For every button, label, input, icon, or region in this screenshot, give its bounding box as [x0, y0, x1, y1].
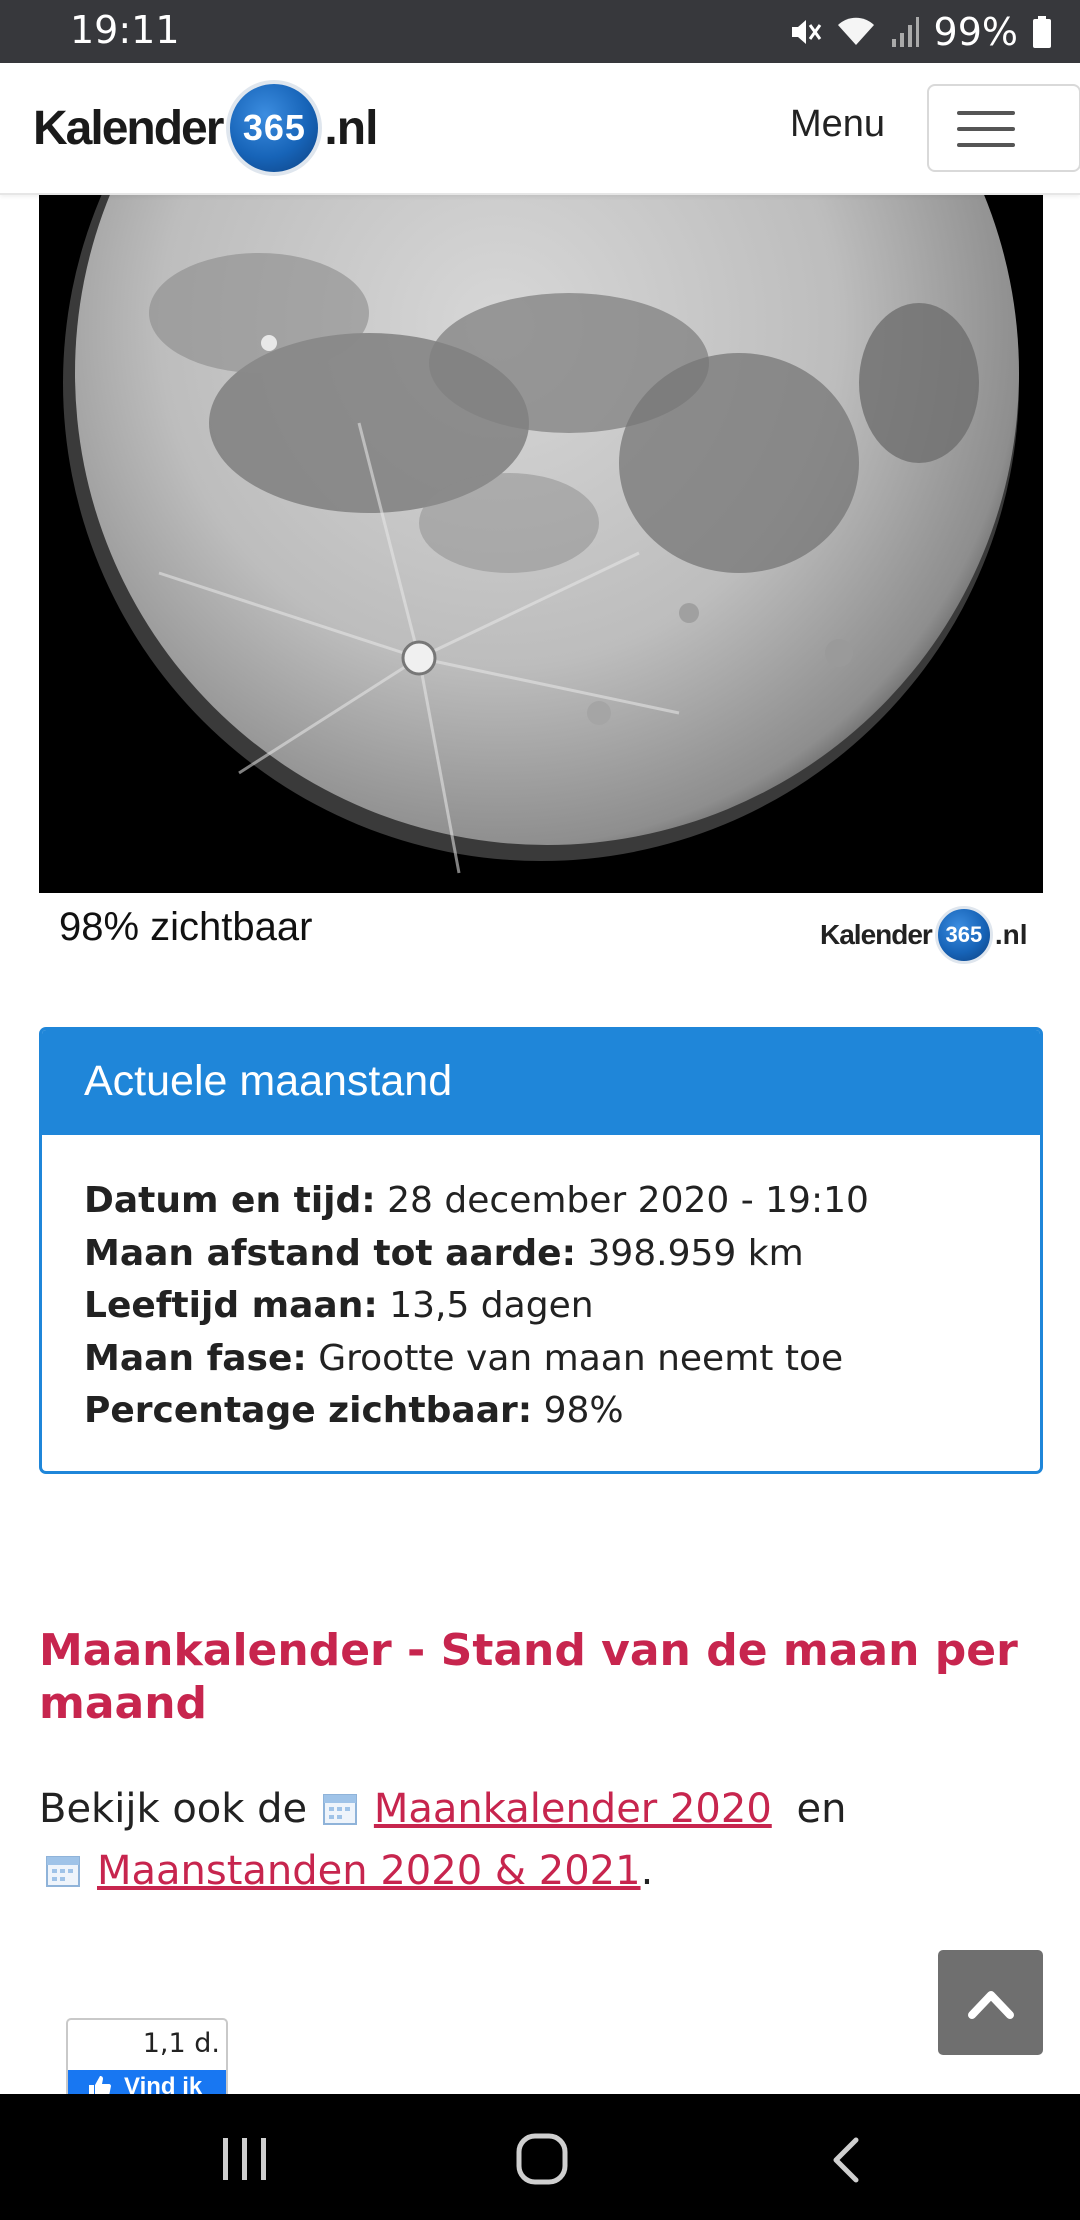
recent-apps-icon[interactable] [215, 2136, 275, 2182]
scroll-to-top-button[interactable] [938, 1950, 1043, 2055]
panel-row [84, 1385, 1040, 1438]
row-label: Datum en tijd: [84, 1180, 376, 1221]
facebook-like-widget[interactable] [66, 2018, 228, 2094]
watermark-text: Kalender [820, 919, 932, 950]
row-value: 398.959 km [587, 1232, 804, 1274]
wifi-icon [836, 15, 876, 49]
logo-text: Kalender [33, 101, 223, 155]
system-navigation-bar [0, 2094, 1080, 2220]
row-label: Percentage zichtbaar: [84, 1390, 533, 1431]
panel-body [42, 1135, 1040, 1438]
moon-image [39, 193, 1043, 893]
row-label: Leeftijd maan: [84, 1285, 378, 1326]
related-links [39, 1780, 1049, 1904]
back-icon[interactable] [826, 2136, 866, 2184]
menu-label[interactable]: Menu [790, 103, 886, 145]
chevron-up-icon [966, 1985, 1016, 2021]
section-title: Maankalender - Stand van de maan per maand [39, 1625, 1018, 1729]
status-bar [0, 0, 1080, 63]
intro-text: Bekijk ook de [39, 1786, 308, 1832]
hamburger-icon-bar [957, 127, 1015, 131]
row-label: Maan afstand tot aarde: [84, 1232, 576, 1274]
thumbs-up-icon [86, 2074, 112, 2094]
image-watermark-logo [820, 905, 1028, 965]
status-icons [788, 8, 1052, 56]
calendar-icon [45, 1846, 81, 1904]
site-logo[interactable] [33, 80, 377, 176]
watermark-domain: .nl [994, 919, 1028, 950]
watermark-badge: 365 [935, 906, 993, 964]
battery-icon [1032, 15, 1052, 49]
logo-badge: 365 [226, 80, 322, 176]
menu-button[interactable] [927, 84, 1080, 172]
panel-title: Actuele maanstand [42, 1030, 1040, 1135]
hamburger-icon-bar [957, 143, 1015, 147]
panel-row [84, 1175, 1040, 1228]
mute-icon [788, 15, 822, 49]
current-moon-panel [39, 1027, 1043, 1474]
period-text: . [640, 1848, 654, 1894]
like-button-label: Vind ik [124, 2073, 203, 2094]
home-icon[interactable] [515, 2132, 569, 2186]
link-maanstanden-2020-2021[interactable]: Maanstanden 2020 & 2021 [97, 1848, 641, 1894]
like-count: 1,1 d. [142, 2028, 220, 2059]
status-time: 19:11 [70, 8, 180, 52]
panel-row [84, 1228, 1040, 1281]
row-value: 28 december 2020 - 19:10 [387, 1180, 869, 1221]
logo-domain: .nl [324, 101, 378, 155]
row-value: 98% [543, 1390, 624, 1431]
row-label: Maan fase: [84, 1337, 307, 1379]
row-value: 13,5 dagen [389, 1285, 594, 1326]
link-maankalender-2020[interactable]: Maankalender 2020 [373, 1786, 772, 1832]
panel-row [84, 1333, 1040, 1386]
like-button[interactable] [68, 2070, 228, 2094]
battery-percent: 99% [933, 10, 1018, 54]
signal-icon [890, 15, 920, 49]
connector-text: en [796, 1786, 847, 1832]
site-header [0, 63, 1080, 195]
hamburger-icon [957, 111, 1015, 115]
calendar-icon [322, 1784, 358, 1842]
row-value: Grootte van maan neemt toe [318, 1337, 844, 1379]
panel-row [84, 1280, 1040, 1333]
moon-visibility-caption: 98% zichtbaar [59, 905, 313, 949]
